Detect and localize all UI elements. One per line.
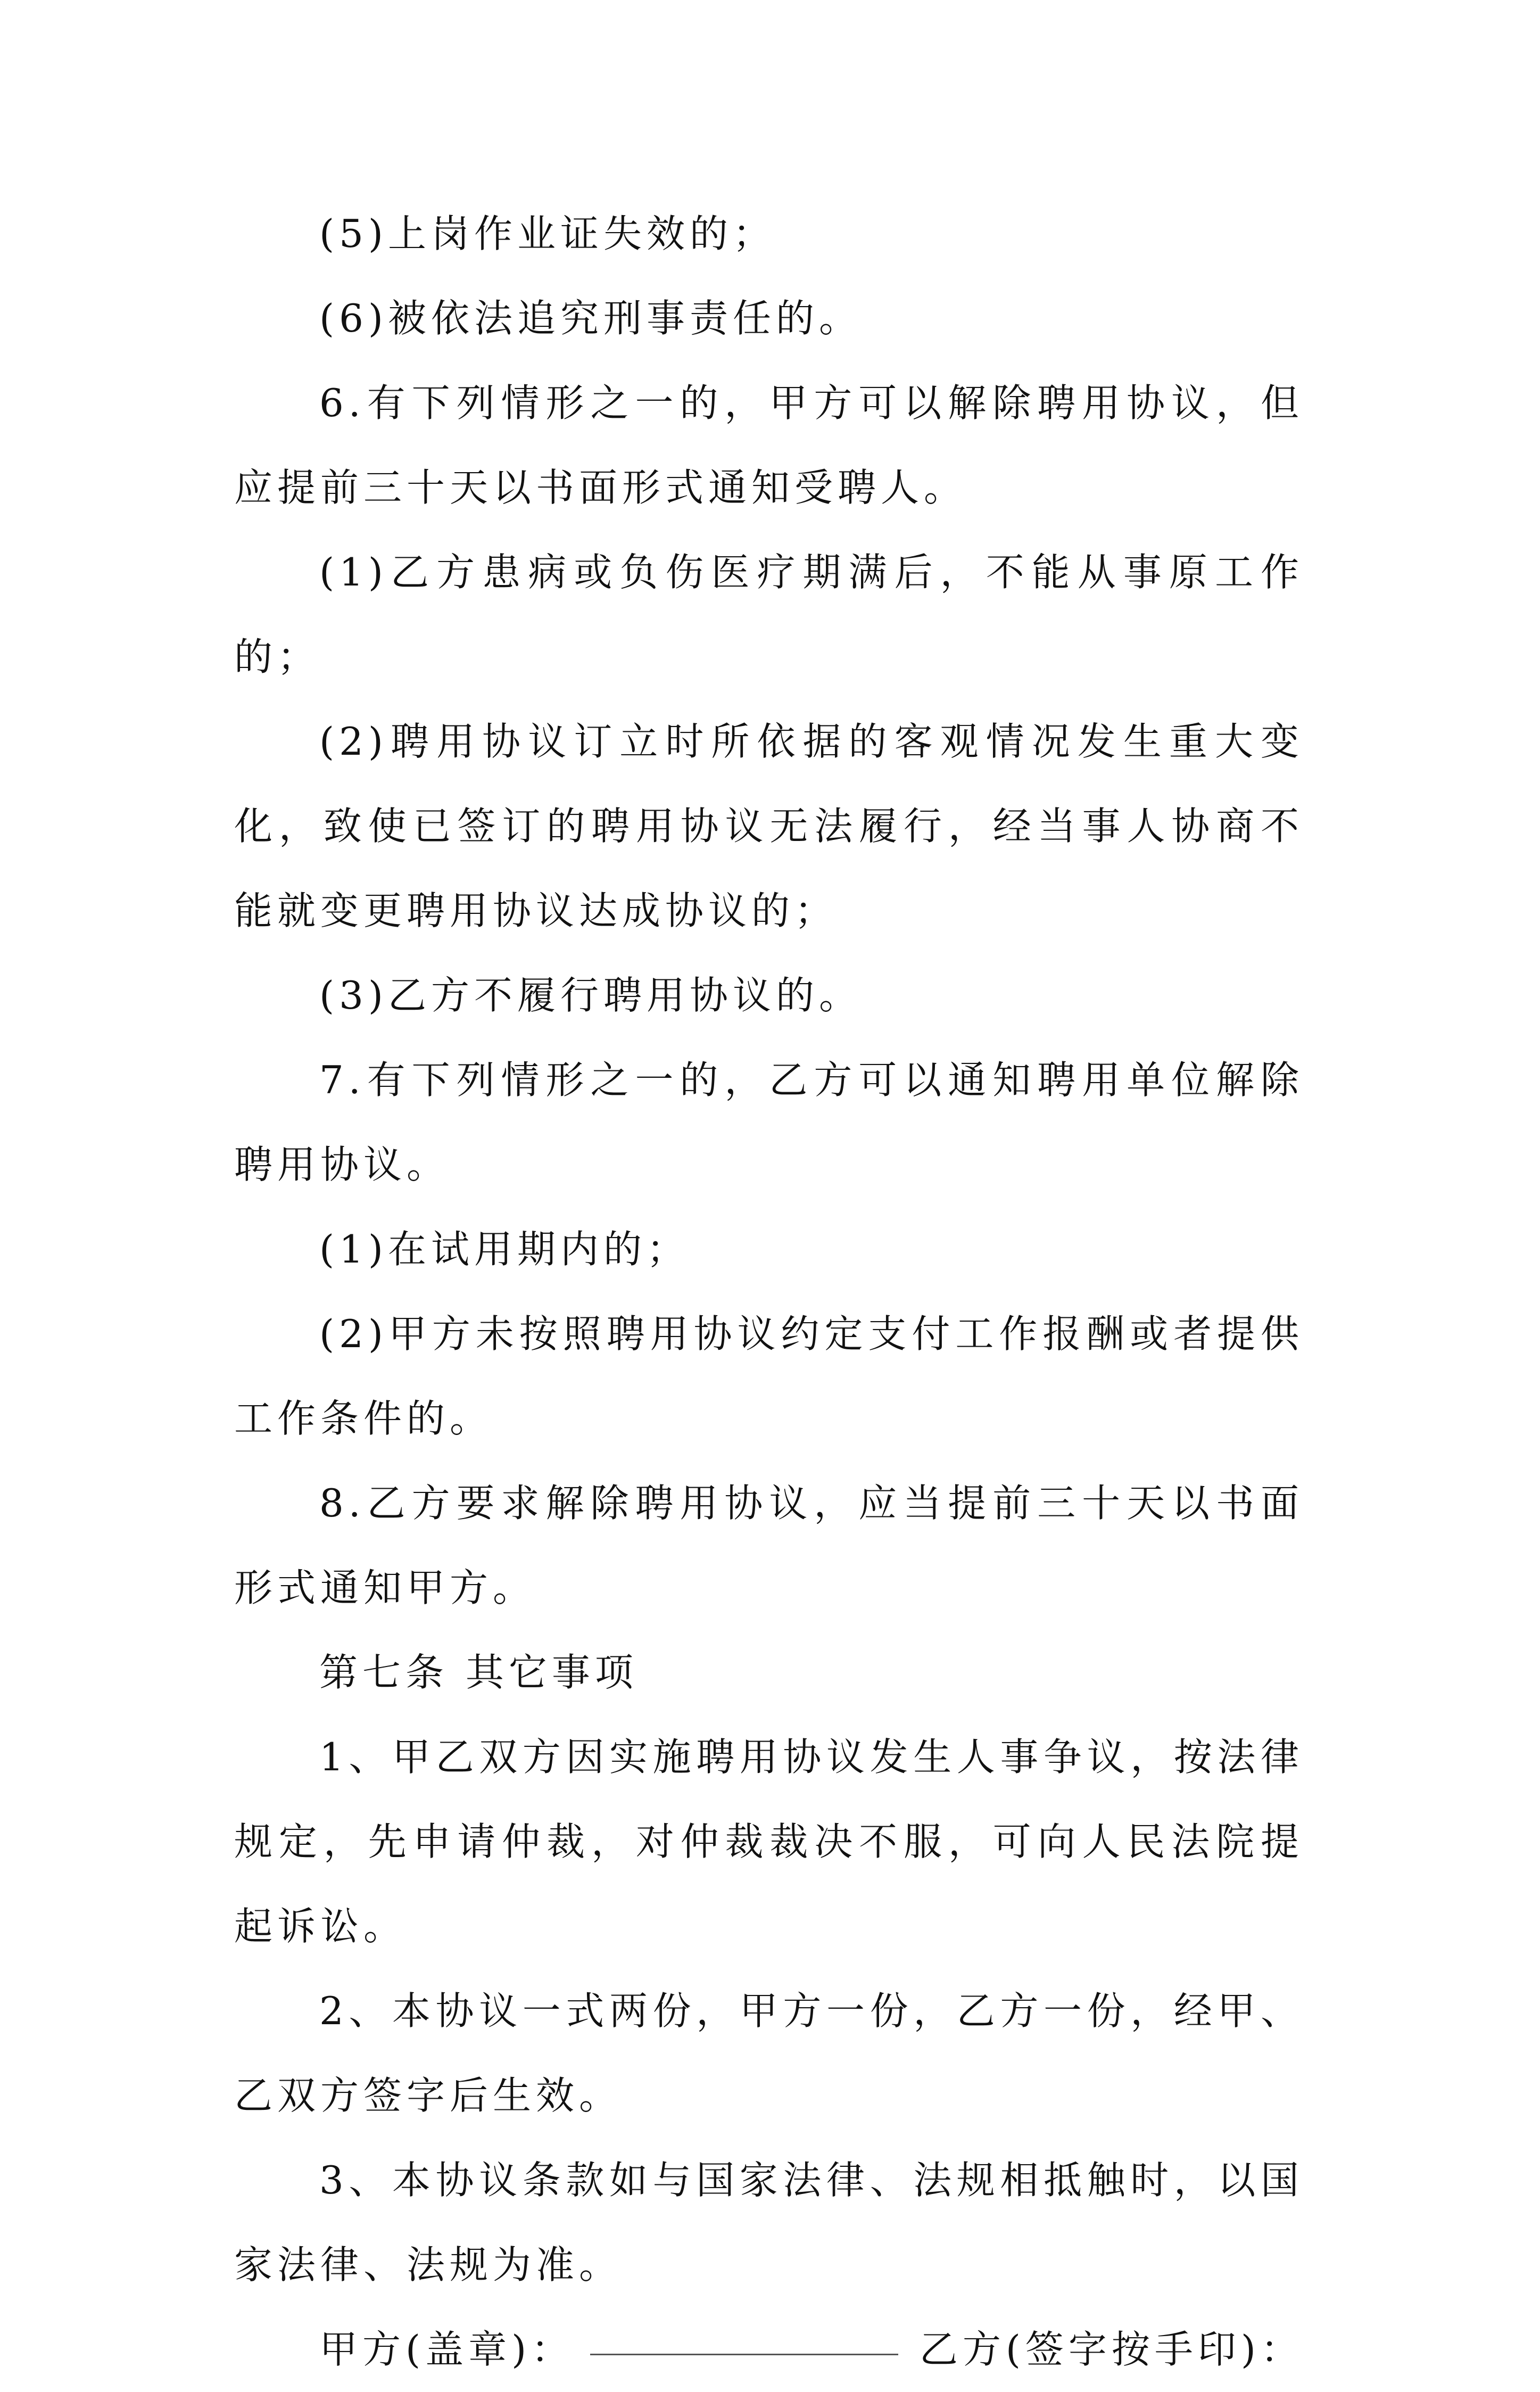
paragraph: (3)乙方不履行聘用协议的。 xyxy=(319,973,862,1018)
section-heading: 第七条 其它事项 xyxy=(319,1650,638,1695)
paragraph: (6)被依法追究刑事责任的。 xyxy=(319,296,862,341)
paragraph: (2)聘用协议订立时所依据的客观情况发生重大变化，致使已签订的聘用协议无法履行，经当事人协商不能就变更聘用协议达成协议的； xyxy=(234,719,1304,933)
party-a-label: 甲方(盖章)： xyxy=(319,2327,575,2372)
party-a-signature-blank xyxy=(590,2353,898,2355)
paragraph: 6.有下列情形之一的，甲方可以解除聘用协议，但应提前三十天以书面形式通知受聘人。 xyxy=(234,381,1304,510)
paragraph: 2、本协议一式两份，甲方一份，乙方一份，经甲、乙双方签字后生效。 xyxy=(234,1989,1304,2118)
paragraph: (1)在试用期内的； xyxy=(319,1227,690,1272)
paragraph: (5)上岗作业证失效的； xyxy=(319,211,776,256)
paragraph: 3、本协议条款如与国家法律、法规相抵触时，以国家法律、法规为准。 xyxy=(234,2158,1304,2287)
paragraph: 8.乙方要求解除聘用协议，应当提前三十天以书面形式通知甲方。 xyxy=(234,1481,1304,1610)
party-b-label: 乙方(签字按手印)： xyxy=(919,2327,1304,2372)
paragraph: (1)乙方患病或负伤医疗期满后，不能从事原工作的； xyxy=(234,550,1304,679)
paragraph: 1、甲乙双方因实施聘用协议发生人事争议，按法律规定，先申请仲裁，对仲裁裁决不服，可向人民法院提起诉讼。 xyxy=(234,1735,1304,1949)
signature-line xyxy=(234,2307,1304,2392)
document-body xyxy=(234,192,1304,2392)
paragraph: (2)甲方未按照聘用协议约定支付工作报酬或者提供工作条件的。 xyxy=(234,1312,1304,1441)
paragraph: 7.有下列情形之一的，乙方可以通知聘用单位解除聘用协议。 xyxy=(234,1058,1304,1187)
